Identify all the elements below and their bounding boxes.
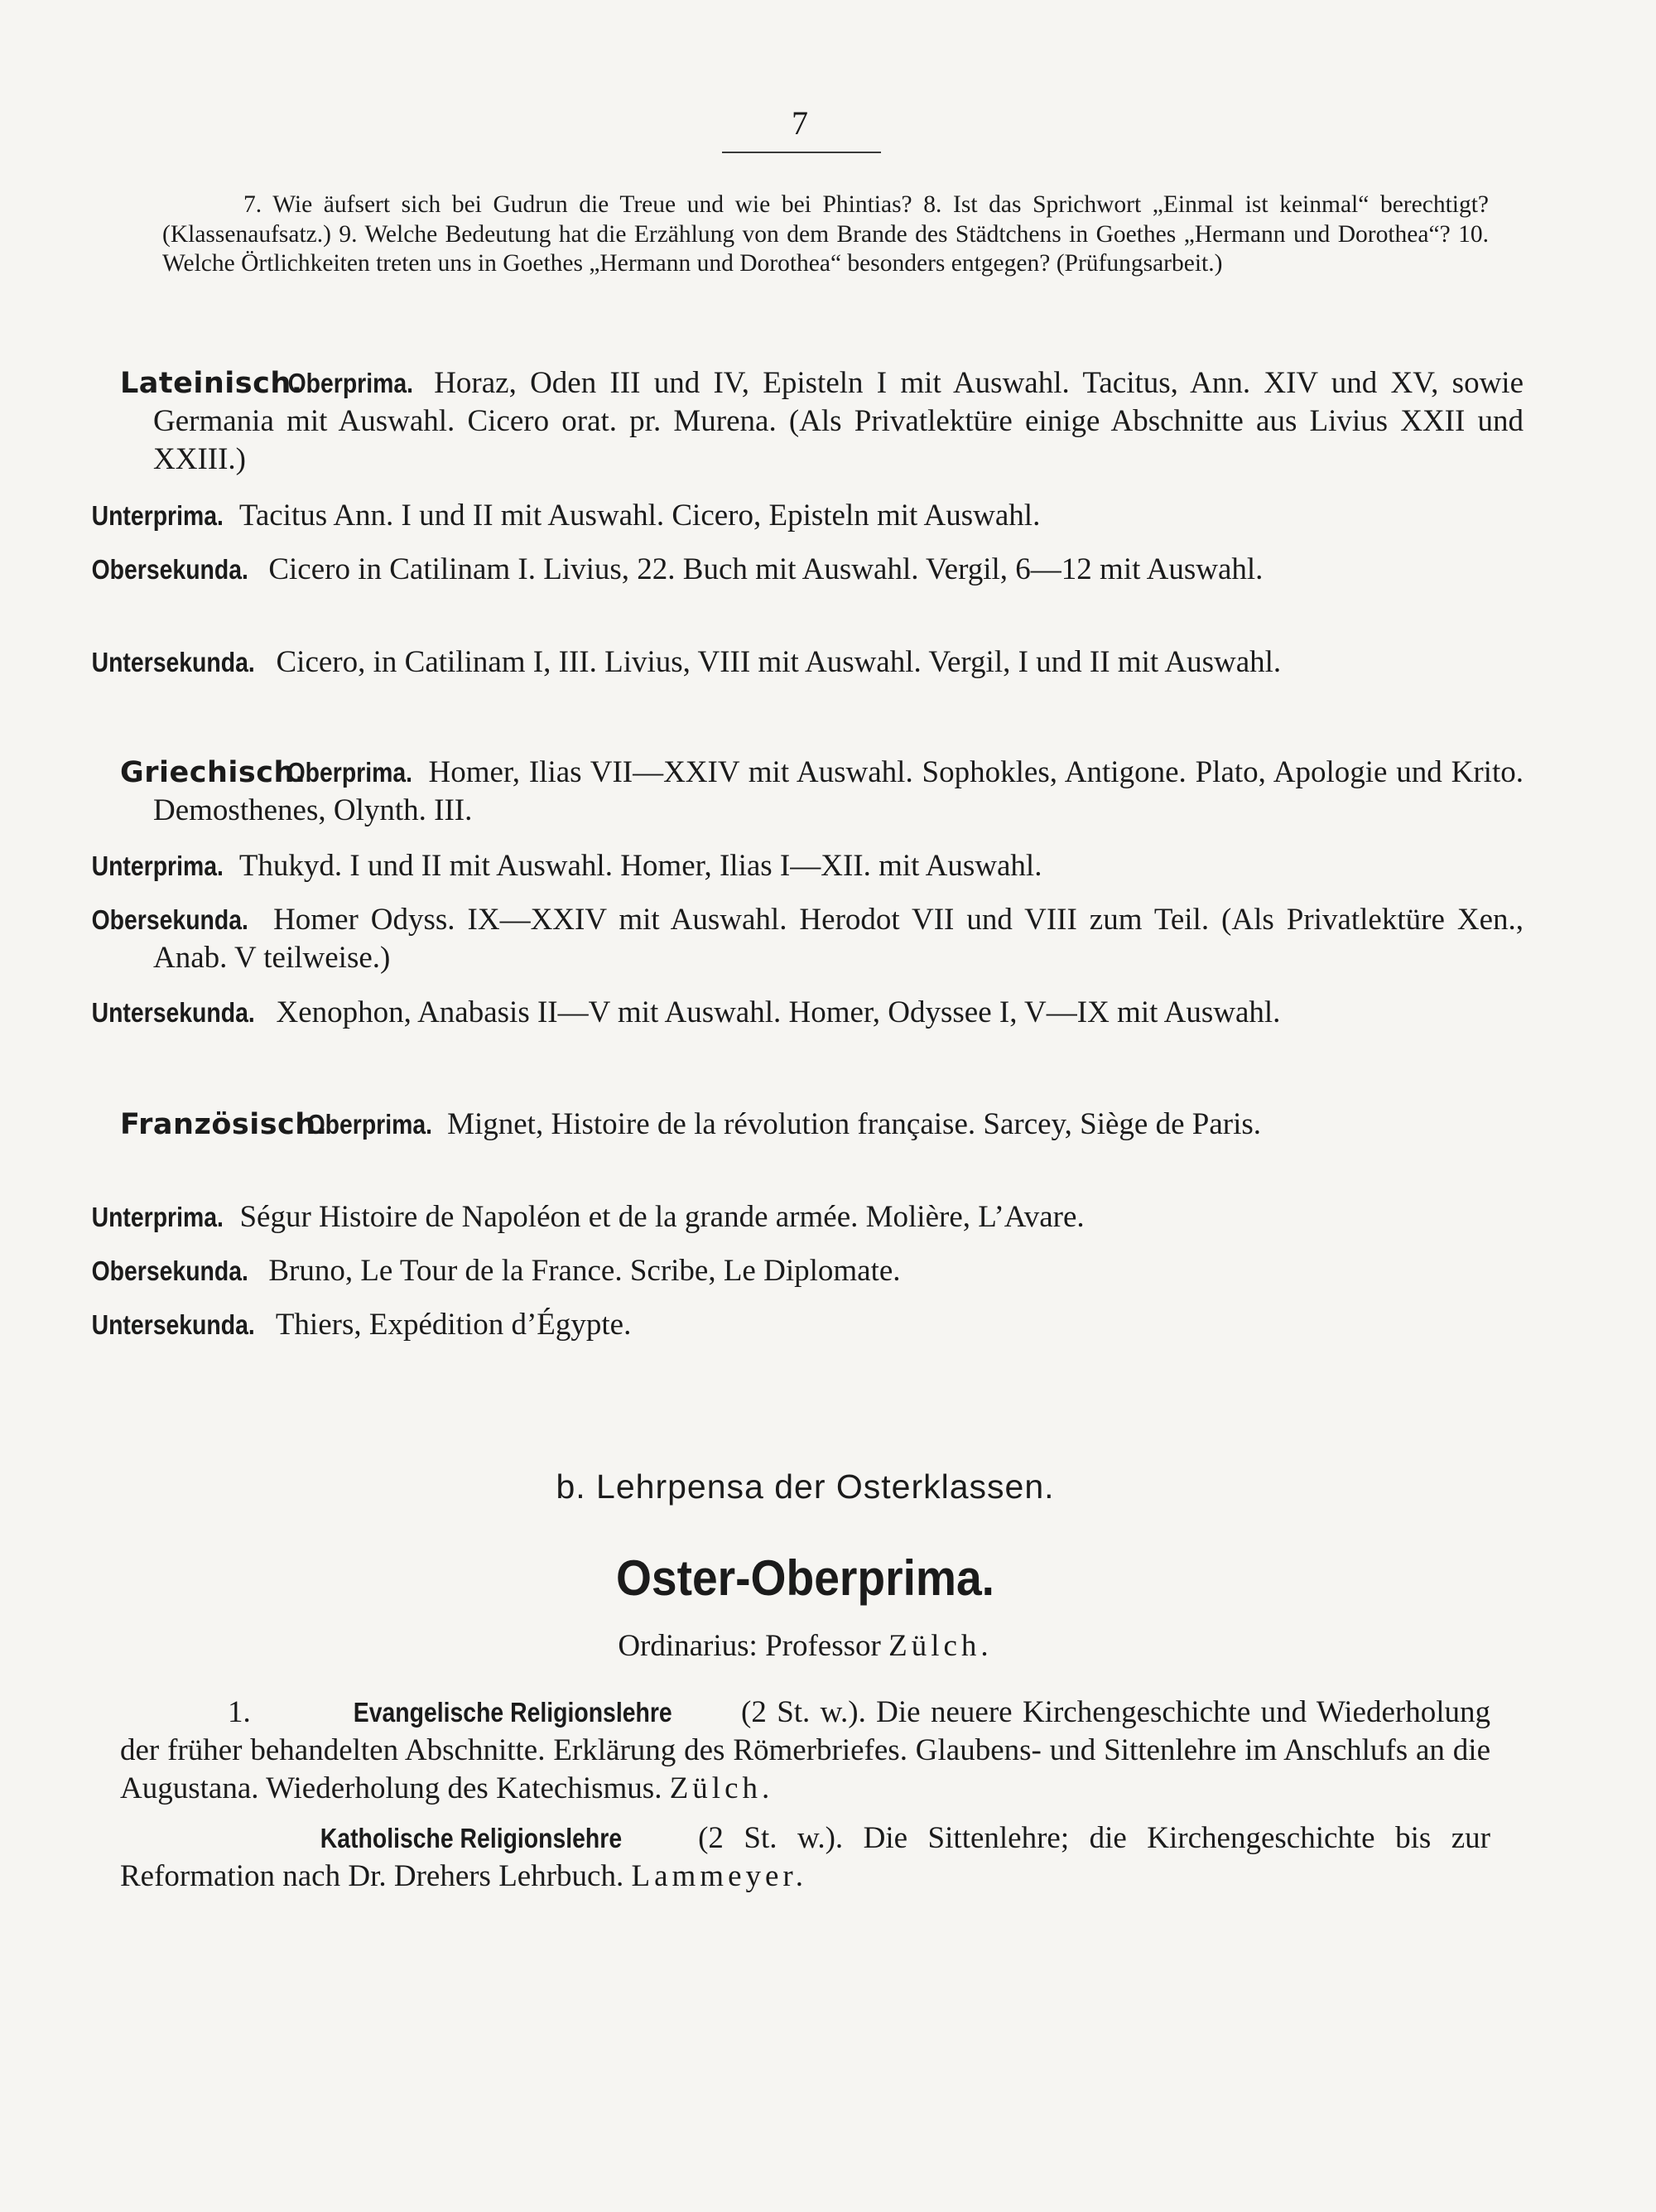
french-obersekunda — [91, 1252, 1524, 1290]
greek-untersekunda — [91, 994, 1524, 1032]
religion-evangelical — [120, 1694, 1490, 1808]
greek-oberprima — [120, 754, 1524, 830]
latin-unterprima — [91, 497, 1524, 535]
greek-untersekunda-text: Xenophon, Anabasis II—V mit Auswahl. Homer, Odyssee I, V—IX mit Auswahl. — [276, 995, 1281, 1029]
latin-untersekunda-label: Untersekunda. — [91, 647, 255, 677]
greek-obersekunda-text: Homer Odyss. IX—XXIV mit Auswahl. Herodot VII und VIII zum Teil. (Als Privatlektüre Xen., Anab. V teilweise.) — [153, 903, 1524, 975]
french-untersekunda-label: Untersekunda. — [91, 1309, 255, 1340]
ordinarius-line — [120, 1627, 1490, 1665]
latin-oberprima-label: Oberprima. — [287, 368, 413, 398]
french-oberprima — [120, 1106, 1524, 1144]
french-unterprima — [91, 1198, 1524, 1236]
latin-unterprima-label: Unterprima. — [91, 500, 224, 531]
latin-heading: Lateinisch. — [120, 367, 303, 400]
latin-unterprima-text: Tacitus Ann. I und II mit Auswahl. Cicero, Episteln mit Auswahl. — [238, 499, 1041, 533]
latin-untersekunda-text: Cicero, in Catilinam I, III. Livius, VIII mit Auswahl. Vergil, I und II mit Auswahl. — [276, 645, 1282, 679]
french-unterprima-text: Ségur Histoire de Napoléon et de la grande armée. Molière, L’Avare. — [239, 1200, 1085, 1234]
religion-evangelical-text: (2 St. w.). Die neuere Kirchengeschichte und Wiederholung der früher behandelten Abschnitte. Erklärung des Römerbriefes. Glaubens- und Sittenlehre im Anschlufs an die Augustana. Wiederholung des Katechismus. — [120, 1695, 1491, 1805]
french-heading: Französisch. — [120, 1108, 328, 1141]
section-heading: b. Lehrpensa der Osterklassen. — [556, 1467, 1055, 1506]
french-untersekunda — [91, 1306, 1524, 1344]
latin-oberprima-text: Horaz, Oden III und IV, Episteln I mit Auswahl. Tacitus, Ann. XIV und XV, sowie Germania mit Auswahl. Cicero orat. pr. Murena. (Als Privatlektüre einige Abschnitte aus Livius XXII und XXIII.) — [153, 366, 1524, 476]
latin-obersekunda-text: Cicero in Catilinam I. Livius, 22. Buch mit Auswahl. Vergil, 6—12 mit Auswahl. — [268, 552, 1264, 586]
page-number: 7 — [792, 104, 808, 142]
ordinarius-label: Ordinarius: Professor — [618, 1629, 881, 1663]
greek-unterprima-text: Thukyd. I und II mit Auswahl. Homer, Ilias I—XII. mit Auswahl. — [238, 849, 1042, 883]
french-oberprima-text: Mignet, Histoire de la révolution française. Sarcey, Siège de Paris. — [447, 1107, 1262, 1141]
religion-evangelical-heading: Evangelische Religionslehre — [353, 1697, 672, 1728]
greek-obersekunda — [91, 901, 1524, 977]
religion-evangelical-number: 1. — [228, 1695, 251, 1729]
greek-untersekunda-label: Untersekunda. — [91, 997, 255, 1028]
intro-paragraph: 7. Wie äufsert sich bei Gudrun die Treue und wie bei Phintias? 8. Ist das Sprichwort „Einmal ist keinmal“ berechtigt? (Klassenaufsatz.) 9. Welche Bedeutung hat die Erzählung von dem Brande des Städtchens in Goethes „Hermann und Dorothea“? 10. Welche Örtlichkeiten treten uns in Goethes „Hermann und Dorothea“ besonders entgegen? (Prüfungsarbeit.) — [162, 191, 1489, 277]
religion-catholic-heading: Katholische Religionslehre — [320, 1823, 623, 1853]
greek-heading: Griechisch. — [120, 756, 306, 789]
greek-oberprima-label: Oberprima. — [286, 757, 412, 788]
french-untersekunda-text: Thiers, Expédition d’Égypte. — [275, 1308, 632, 1342]
greek-unterprima-label: Unterprima. — [91, 851, 224, 881]
french-oberprima-label: Oberprima. — [306, 1109, 432, 1140]
ordinarius-name: Zülch. — [888, 1629, 993, 1663]
class-title: Oster-Oberprima. — [615, 1550, 995, 1606]
french-obersekunda-label: Obersekunda. — [91, 1255, 248, 1286]
greek-unterprima — [91, 847, 1524, 885]
religion-evangelical-teacher: Zülch. — [669, 1771, 774, 1805]
latin-oberprima — [120, 364, 1524, 479]
greek-obersekunda-label: Obersekunda. — [91, 904, 248, 935]
french-obersekunda-text: Bruno, Le Tour de la France. Scribe, Le Diplomate. — [268, 1254, 901, 1288]
greek-oberprima-text: Homer, Ilias VII—XXIV mit Auswahl. Sophokles, Antigone. Plato, Apologie und Krito. Demosthenes, Olynth. III. — [153, 755, 1524, 827]
religion-catholic — [120, 1819, 1490, 1896]
latin-obersekunda-label: Obersekunda. — [91, 554, 248, 585]
latin-untersekunda — [91, 643, 1524, 682]
french-unterprima-label: Unterprima. — [91, 1202, 224, 1232]
page-number-rule — [722, 152, 881, 153]
religion-catholic-teacher: Lammeyer. — [631, 1859, 807, 1893]
latin-obersekunda — [91, 551, 1524, 589]
religion-catholic-text: (2 St. w.). Die Sittenlehre; die Kirchengeschichte bis zur Reformation nach Dr. Drehers Lehrbuch. — [120, 1821, 1491, 1893]
